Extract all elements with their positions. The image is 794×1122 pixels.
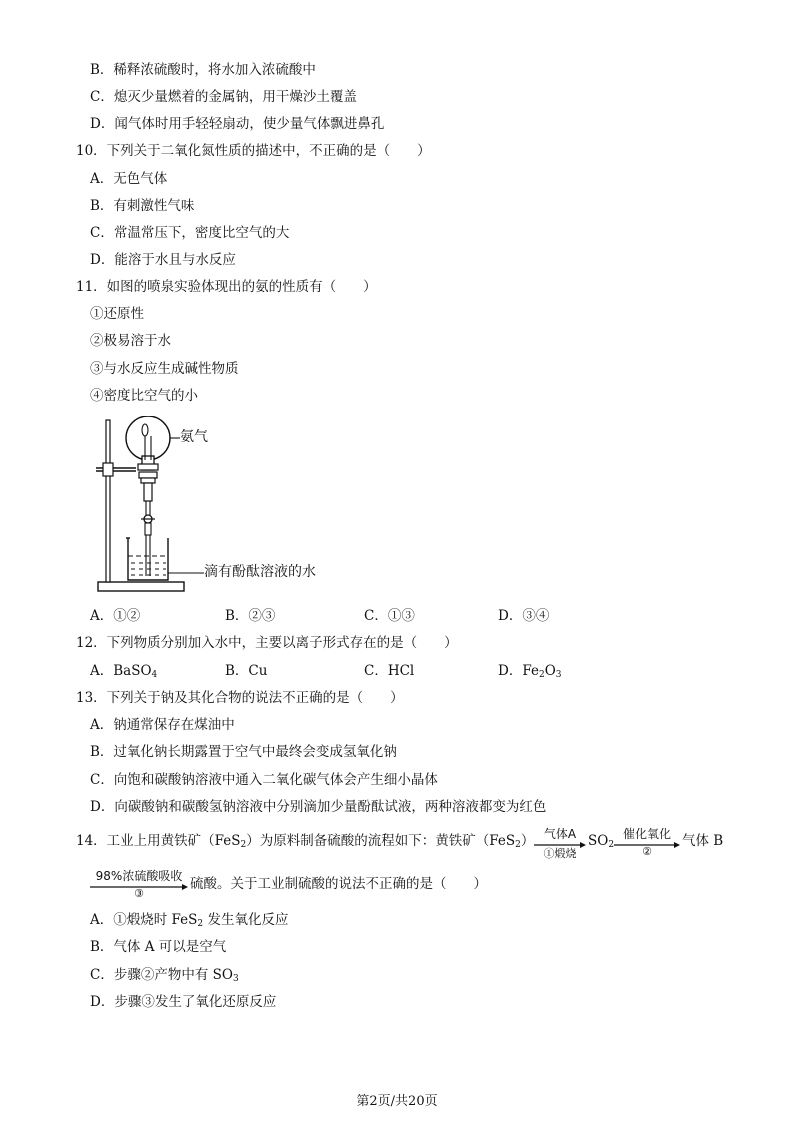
q11-item-1: ①还原性 xyxy=(90,306,144,322)
arrow-1-step: ①煅烧 xyxy=(543,847,577,860)
flow-arrow-1 xyxy=(534,827,586,862)
q9-option-d: D．闻气体时用手轻轻扇动，使少量气体飘进鼻孔 xyxy=(90,116,385,132)
q13-option-c: C．向饱和碳酸钠溶液中通入二氧化碳气体会产生细小晶体 xyxy=(90,772,438,788)
q14-stem-line2: 硫酸。关于工业制硫酸的说法不正确的是（ ） xyxy=(190,876,487,892)
q13-stem: 13．下列关于钠及其化合物的说法不正确的是（ ） xyxy=(76,690,404,706)
flow-arrow-3 xyxy=(90,869,188,904)
q12-option-a: A．BaSO$_4$ xyxy=(90,663,158,680)
q14-option-c: C．步骤②产物中有 $SO_3$ xyxy=(90,967,239,984)
q12-option-b: B．Cu xyxy=(225,663,268,679)
q14-option-d: D．步骤③发生了氧化还原反应 xyxy=(90,994,277,1010)
q11-item-4: ④密度比空气的小 xyxy=(90,388,198,404)
q11-stem: 11．如图的喷泉实验体现出的氨的性质有（ ） xyxy=(76,279,377,295)
arrow-1-reagent: 气体A xyxy=(543,827,577,841)
q11-option-b: B．②③ xyxy=(225,608,276,624)
arrow-3-step: ③ xyxy=(134,887,144,900)
q10-option-d: D．能溶于水且与水反应 xyxy=(90,252,236,268)
q9-option-b: B．稀释浓硫酸时，将水加入浓硫酸中 xyxy=(90,62,316,78)
q11-option-c: C．①③ xyxy=(364,608,415,624)
so2-label: $SO_2$ xyxy=(588,833,615,850)
fountain-experiment-figure xyxy=(96,416,356,600)
gas-b-label: 气体 B xyxy=(682,833,724,849)
q14-stem-line1: 14．工业上用黄铁矿（FeS$_2$）为原料制备硫酸的流程如下：黄铁矿（FeS$_2$） xyxy=(76,833,535,850)
q10-option-b: B．有刺激性气味 xyxy=(90,198,195,214)
arrow-2-reagent: 催化氧化 xyxy=(622,827,671,841)
q12-stem: 12．下列物质分别加入水中，主要以离子形式存在的是（ ） xyxy=(76,635,458,651)
q12-option-c: C．HCl xyxy=(364,663,415,679)
page-footer: 第2页/共20页 xyxy=(356,1094,438,1109)
flow-arrow-2 xyxy=(614,827,680,862)
arrow-3-reagent: 98%浓硫酸吸收 xyxy=(95,869,183,883)
q11-option-a: A．①② xyxy=(90,608,141,624)
q11-item-3: ③与水反应生成碱性物质 xyxy=(90,361,239,377)
label-phenolphthalein-water: 滴有酚酞溶液的水 xyxy=(204,564,316,580)
q13-option-d: D．向碳酸钠和碳酸氢钠溶液中分别滴加少量酚酞试液，两种溶液都变为红色 xyxy=(90,799,547,815)
q11-option-d: D．③④ xyxy=(498,608,550,624)
q10-option-a: A．无色气体 xyxy=(90,171,168,187)
label-ammonia: 氨气 xyxy=(180,429,208,445)
q10-option-c: C．常温常压下，密度比空气的大 xyxy=(90,225,290,241)
q11-item-2: ②极易溶于水 xyxy=(90,333,171,349)
q14-option-a: A．①煅烧时 FeS$_2$ 发生氧化反应 xyxy=(90,912,289,929)
q14-option-b: B．气体 A 可以是空气 xyxy=(90,939,227,955)
q9-option-c: C．熄灭少量燃着的金属钠，用干燥沙土覆盖 xyxy=(90,89,357,105)
arrow-2-step: ② xyxy=(642,845,652,858)
q12-option-d: D．$Fe_2O_3$ xyxy=(498,663,562,680)
q13-option-b: B．过氧化钠长期露置于空气中最终会变成氢氧化钠 xyxy=(90,744,397,760)
q13-option-a: A．钠通常保存在煤油中 xyxy=(90,717,235,733)
q10-stem: 10．下列关于二氧化氮性质的描述中，不正确的是（ ） xyxy=(76,143,431,159)
